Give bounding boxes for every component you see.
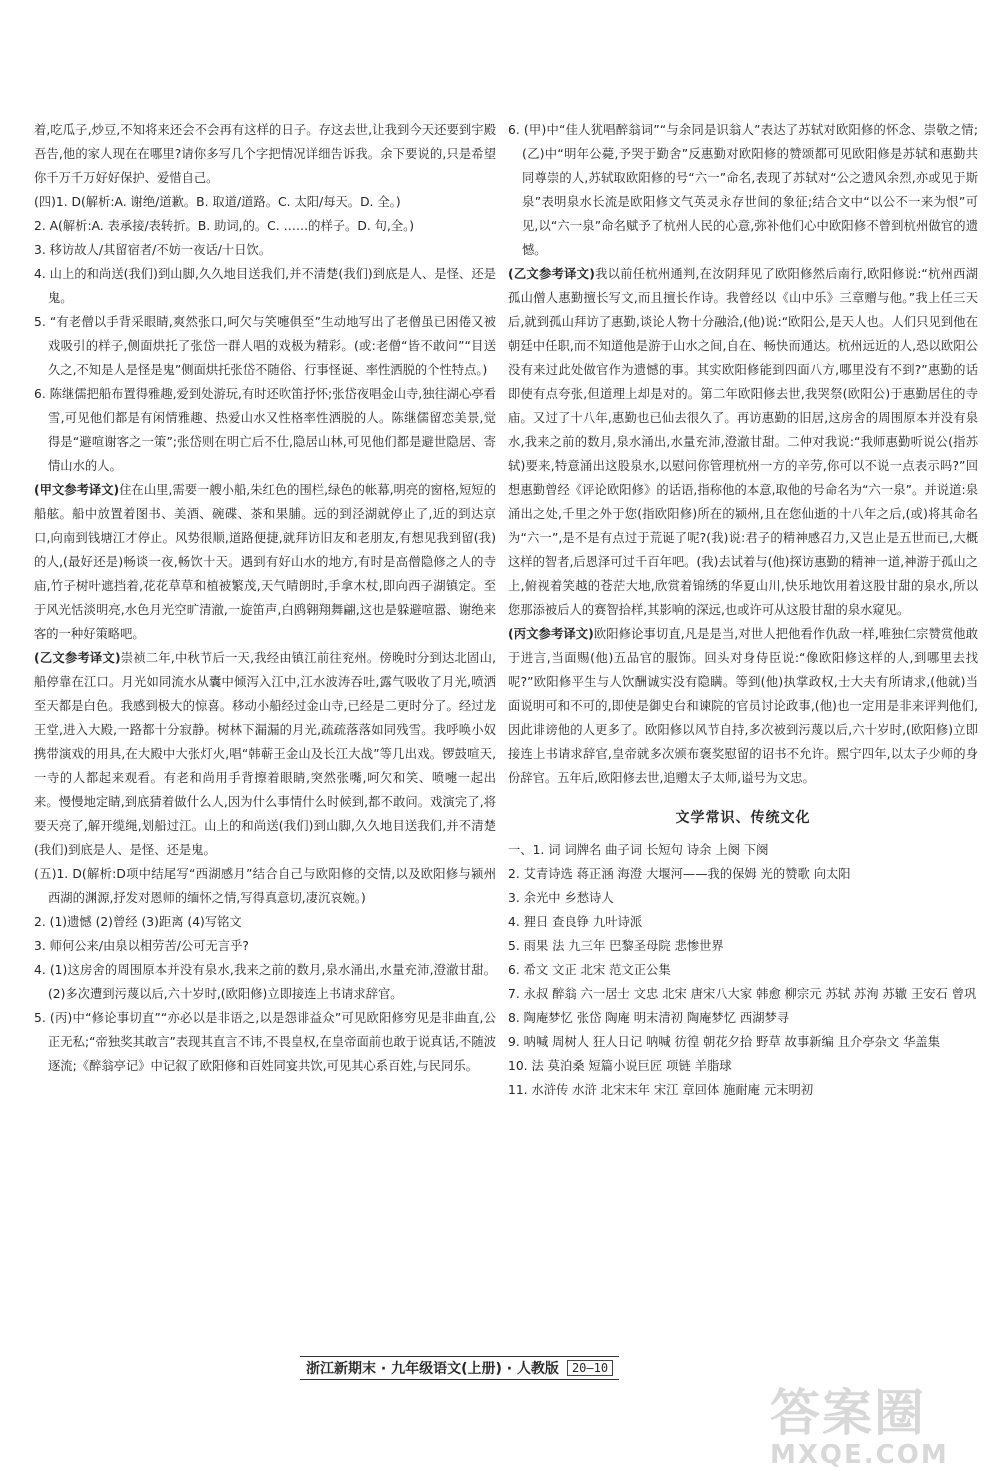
answer-paragraph: 4. 狸日 查良铮 九叶诗派 — [508, 915, 643, 929]
answer-paragraph: (乙文参考译文)崇祯二年,中秋节后一天,我经由镇江前往兖州。傍晚时分到达北固山,船停靠在江口。月光如同流水从囊中倾泻入江中,江水波涛吞吐,露气吸收了月光,喷洒至天都是白色。我感到极大的惊喜。移动小船经过金山寺,已经是二更时分了。经过龙王堂,进入大殿,一路都十分寂静。树林下漏漏的月光,疏疏落落如同残雪。我呼唤小奴携带演戏的用具,在大殿中大张灯火,唱“韩蕲王金山及长江大战”等几出戏。锣鼓喧天,一寺的人都起来观看。有老和尚用手背擦着眼睛,突然张嘴,呵欠和笑、喷嚏一起出来。慢慢地定睛,到底猜着做什么人,因为什么事情什么时候到,都不敢问。戏演完了,将要天亮了,解开缆绳,划船过江。山上的和尚送(我们)到山脚,久久地目送我们,并不清楚(我们)到底是人、是怪、还是鬼。 — [34, 651, 496, 857]
answer-paragraph: 11. 水浒传 水浒 北宋末年 宋江 章回体 施耐庵 元末明初 — [508, 1083, 814, 1097]
section-title: 文学常识、传统文化 — [675, 810, 811, 826]
answer-paragraph: 4. 山上的和尚送(我们)到山脚,久久地目送我们,并不清楚(我们)到底是人、是怪、还是鬼。 — [34, 267, 496, 305]
answer-paragraph: 9. 呐喊 周树人 狂人日记 呐喊 彷徨 朝花夕拾 野草 故事新编 且介亭杂文 华盖集 — [508, 1035, 941, 1049]
answer-paragraph: (丙文参考译文)欧阳修论事切直,凡是是当,对世人把他看作仇敌一样,唯独仁宗赞赏他敢于进言,当面赐(他)五品官的服饰。回头对身侍臣说:“像欧阳修这样的人,到哪里去找呢?”欧阳修平生与人饮酬诚实没有隐瞒。等到(他)执掌政权,士大夫有所请求,(他就)当面说明可和不可的,即使是御史台和谏院的官员讨论政事,(他)也一定用是非来评判他们,因此诽谤他的人更多了。欧阳修以风节自持,多次被到污蔑以后,六十岁时,(欧阳修)立即接连上书请求辞官,皇帝就多次颁布褒奖慰留的诏书不允许。熙宁四年,以太子少师的身份辞官。五年后,欧阳修去世,追赠太子太师,谥号为文忠。 — [508, 627, 978, 785]
page-number: 20—10 — [567, 1360, 613, 1376]
answer-paragraph: (甲文参考译文)住在山里,需要一艘小船,朱红色的围栏,绿色的帐幕,明亮的窗格,短短的船舷。船中放置着图书、美酒、碗碟、茶和果脯。远的到泾湖就停止了,近的到达京口,向南到钱塘江才停止。风势很顺,道路便捷,就拜访旧友和老朋友,有想见我到留(我)的人,(最好还是)畅谈一夜,畅饮十天。遇到有好山水的地方,有时是高僧隐修之人的寺庙,竹子树叶遮挡着,花花草草和植被繁茂,天气晴朗时,手拿木杖,即向西子湖镇定。至于风光恬淡明亮,水色月光空旷清澈,一旋笛声,白鸥翱翔舞翩,这也是躲避喧嚣、谢绝来客的一种好策略吧。 — [34, 483, 497, 641]
answer-paragraph: 3. 余光中 乡愁诗人 — [508, 891, 614, 905]
passage-heading: (丙文参考译文) — [508, 627, 594, 641]
answer-paragraph: (五)1. D(解析:D项中结尾写“西湖感月”结合自己与欧阳修的交情,以及欧阳修与颍州西湖的渊源,抒发对恩师的缅怀之情,写得真意切,凄沉哀婉。) — [34, 867, 496, 905]
passage-heading: (乙文参考译文) — [508, 267, 595, 281]
answer-paragraph: 7. 永叔 醉翁 六一居士 文忠 北宋 唐宋八大家 韩愈 柳宗元 苏轼 苏洵 苏辙 王安石 曾巩 — [508, 987, 977, 1001]
answer-paragraph: (乙文参考译文)我以前任杭州通判,在汝阴拜见了欧阳修然后南行,欧阳修说:“杭州西湖孤山僧人惠勤擅长写文,而且擅长作诗。我曾经以《山中乐》三章赠与他。”我上任三天后,就到孤山拜访了惠勤,谈论人物十分融洽,(他)说:“欧阳公,是天人也。人们只见到他在朝廷中任职,而不知道他是游于山水之间,自在、畅快而通达。杭州远近的人,恐以欧阳公没有来过此处做官作为遗憾的事。其实欧阳修能到四面八方,哪里没有不到?”惠勤的话即使有点夸张,但道理上却是对的。第二年欧阳修去世,我哭祭(欧阳公)于惠勤居住的寺庙。又过了十八年,惠勤也已仙去很久了。再访惠勤的旧居,这房舍的周围原本并没有泉水,我来之前的数月,泉水涌出,水量充沛,澄澈甘甜。二仲对我说:“我师惠勤听说公(指苏轼)要来,特意涌出这股泉水,以慰问你管理杭州一方的辛劳,你可以不说一点表示吗?”回想惠勤曾经《评论欧阳修》的话语,指称他的本意,取他的号命名为“六一泉”。并说道:泉涌出之处,千里之外于您(指欧阳修)所在的颍州,且在您仙逝的十八年之后,(或)将其命名为“六一”,是不是有点过于荒诞了呢?(我)说:君子的精神感召力,又岂止是五世而已,大概这样的智者,后恩泽可过千百年吧。(我)去试着与(他)探访惠勤的精神一道,神游于孤山之上,俯视着笑越的苍茫大地,欣赏着锦绣的华夏山川,快乐地饮用着这股甘甜的泉水,所以您那添被后人的赛智拾样,其影响的深远,也或许可从这股甘甜的泉水窥见。 — [508, 267, 978, 617]
answer-paragraph: 2. A(解析:A. 表承接/表转折。B. 助词,的。C. ……的样子。D. 句,全。) — [34, 219, 415, 233]
answer-paragraph: 3. 师何公来/由泉以相劳苦/公可无言乎? — [34, 939, 249, 953]
answer-paragraph: 6. 陈继儒把船布置得雅趣,爱到处游玩,有时还吹笛抒怀;张岱夜唱金山寺,独往湖心亭看雪,可见他们都是有闲情雅趣、热爱山水又性格率性洒脱的人。陈继儒留恋美景,觉得是“避喧谢客之一策”;张岱则在明亡后不仕,隐居山林,可见他们都是避世隐居、寄情山水的人。 — [34, 387, 496, 473]
passage-heading: (甲文参考译文) — [34, 483, 120, 497]
answer-paragraph: 6. 希文 文正 北宋 范文正公集 — [508, 963, 671, 977]
answer-paragraph: 5. (丙)中“修论事切直”“亦必以是非语之,以是怨诽益众”可见欧阳修穷见是非曲直,公正无私;“帝独奖其敢言”表现其直言不讳,不畏皇权,在皇帝面前也敢于说真话,不随波逐流;《醉翁亭记》中记叙了欧阳修和百姓同宴共饮,可见其心系百姓,与民同乐。 — [34, 1011, 496, 1073]
answer-paragraph: 5. “有老僧以手背采眼睛,爽然张口,呵欠与笑嚏俱至”生动地写出了老僧虽已困倦又被戏吸引的样子,侧面烘托了张岱一群人唱的戏极为精彩。(或:老僧“皆不敢问”“目送久之,不知是人是怪是鬼”侧面烘托张岱不随俗、行事怪诞、率性洒脱的个性特点。) — [34, 315, 496, 377]
answer-paragraph: 2. (1)遗憾 (2)曾经 (3)距离 (4)写铭文 — [34, 915, 242, 929]
watermark-title: 答案圈 — [770, 1383, 926, 1442]
right-column — [508, 118, 978, 1102]
watermark-url: MXQE.COM — [770, 1440, 949, 1470]
passage-heading: (乙文参考译文) — [34, 651, 121, 665]
answer-paragraph: 10. 法 莫泊桑 短篇小说巨匠 项链 羊脂球 — [508, 1059, 732, 1073]
watermark-logo — [770, 1385, 990, 1471]
answer-paragraph: 2. 艾青诗选 蒋正涵 海澄 大堰河——我的保姆 光的赞歌 向太阳 — [508, 867, 851, 881]
answer-paragraph: 6. (甲)中“佳人犹唱醉翁词”“与余同是识翁人”表达了苏轼对欧阳修的怀念、崇敬之情;(乙)中“明年公薨,予哭于勤舍”反惠勤对欧阳修的赞颂都可见欧阳修是苏轼和惠勤共同尊崇的人,苏轼取欧阳修的号“六一”命名,表现了苏轼对“公之遗风余烈,亦或见于斯泉”表明泉水长流是欧阳修文气英灵永存世间的象征;结合文中“以公不一来为恨”可见,以“六一泉”命名赋予了杭州人民的心意,弥补他们心中欧阳修不曾到杭州做官的遗憾。 — [508, 123, 978, 257]
answer-paragraph: 8. 陶庵梦忆 张岱 陶庵 明末清初 陶庵梦忆 西湖梦寻 — [508, 1011, 790, 1025]
left-column — [34, 118, 496, 1078]
answer-paragraph: 一、1. 词 词牌名 曲子词 长短句 诗余 上阕 下阕 — [508, 843, 769, 857]
right-column-top — [508, 118, 978, 790]
answer-paragraph: 着,吃瓜子,炒豆,不知将来还会不会再有这样的日子。存这去世,让我到今天还要到宇殿吾告,他的家人现在在哪里?请你多写几个字把情况详细告诉我。余下要说的,只是希望你千万千万好好保护、爱惜自己。 — [34, 123, 496, 185]
page-footer — [300, 1356, 619, 1380]
right-column-bottom — [508, 838, 978, 1102]
answer-paragraph: (四)1. D(解析:A. 谢绝/道歉。B. 取道/道路。C. 太阳/每天。D. 全。) — [34, 195, 401, 209]
answer-paragraph: 3. 移访故人/其留宿者/不妨一夜话/十日饮。 — [34, 243, 272, 257]
footer-series-title: 浙江新期末 · 九年级语文(上册) · 人教版 — [306, 1361, 559, 1377]
answer-paragraph: 4. (1)这房舍的周围原本并没有泉水,我来之前的数月,泉水涌出,水量充沛,澄澈甘甜。 (2)多次遭到污蔑以后,六十岁时,(欧阳修)立即接连上书请求辞官。 — [34, 963, 496, 1001]
answer-paragraph: 5. 雨果 法 九三年 巴黎圣母院 悲惨世界 — [508, 939, 724, 953]
